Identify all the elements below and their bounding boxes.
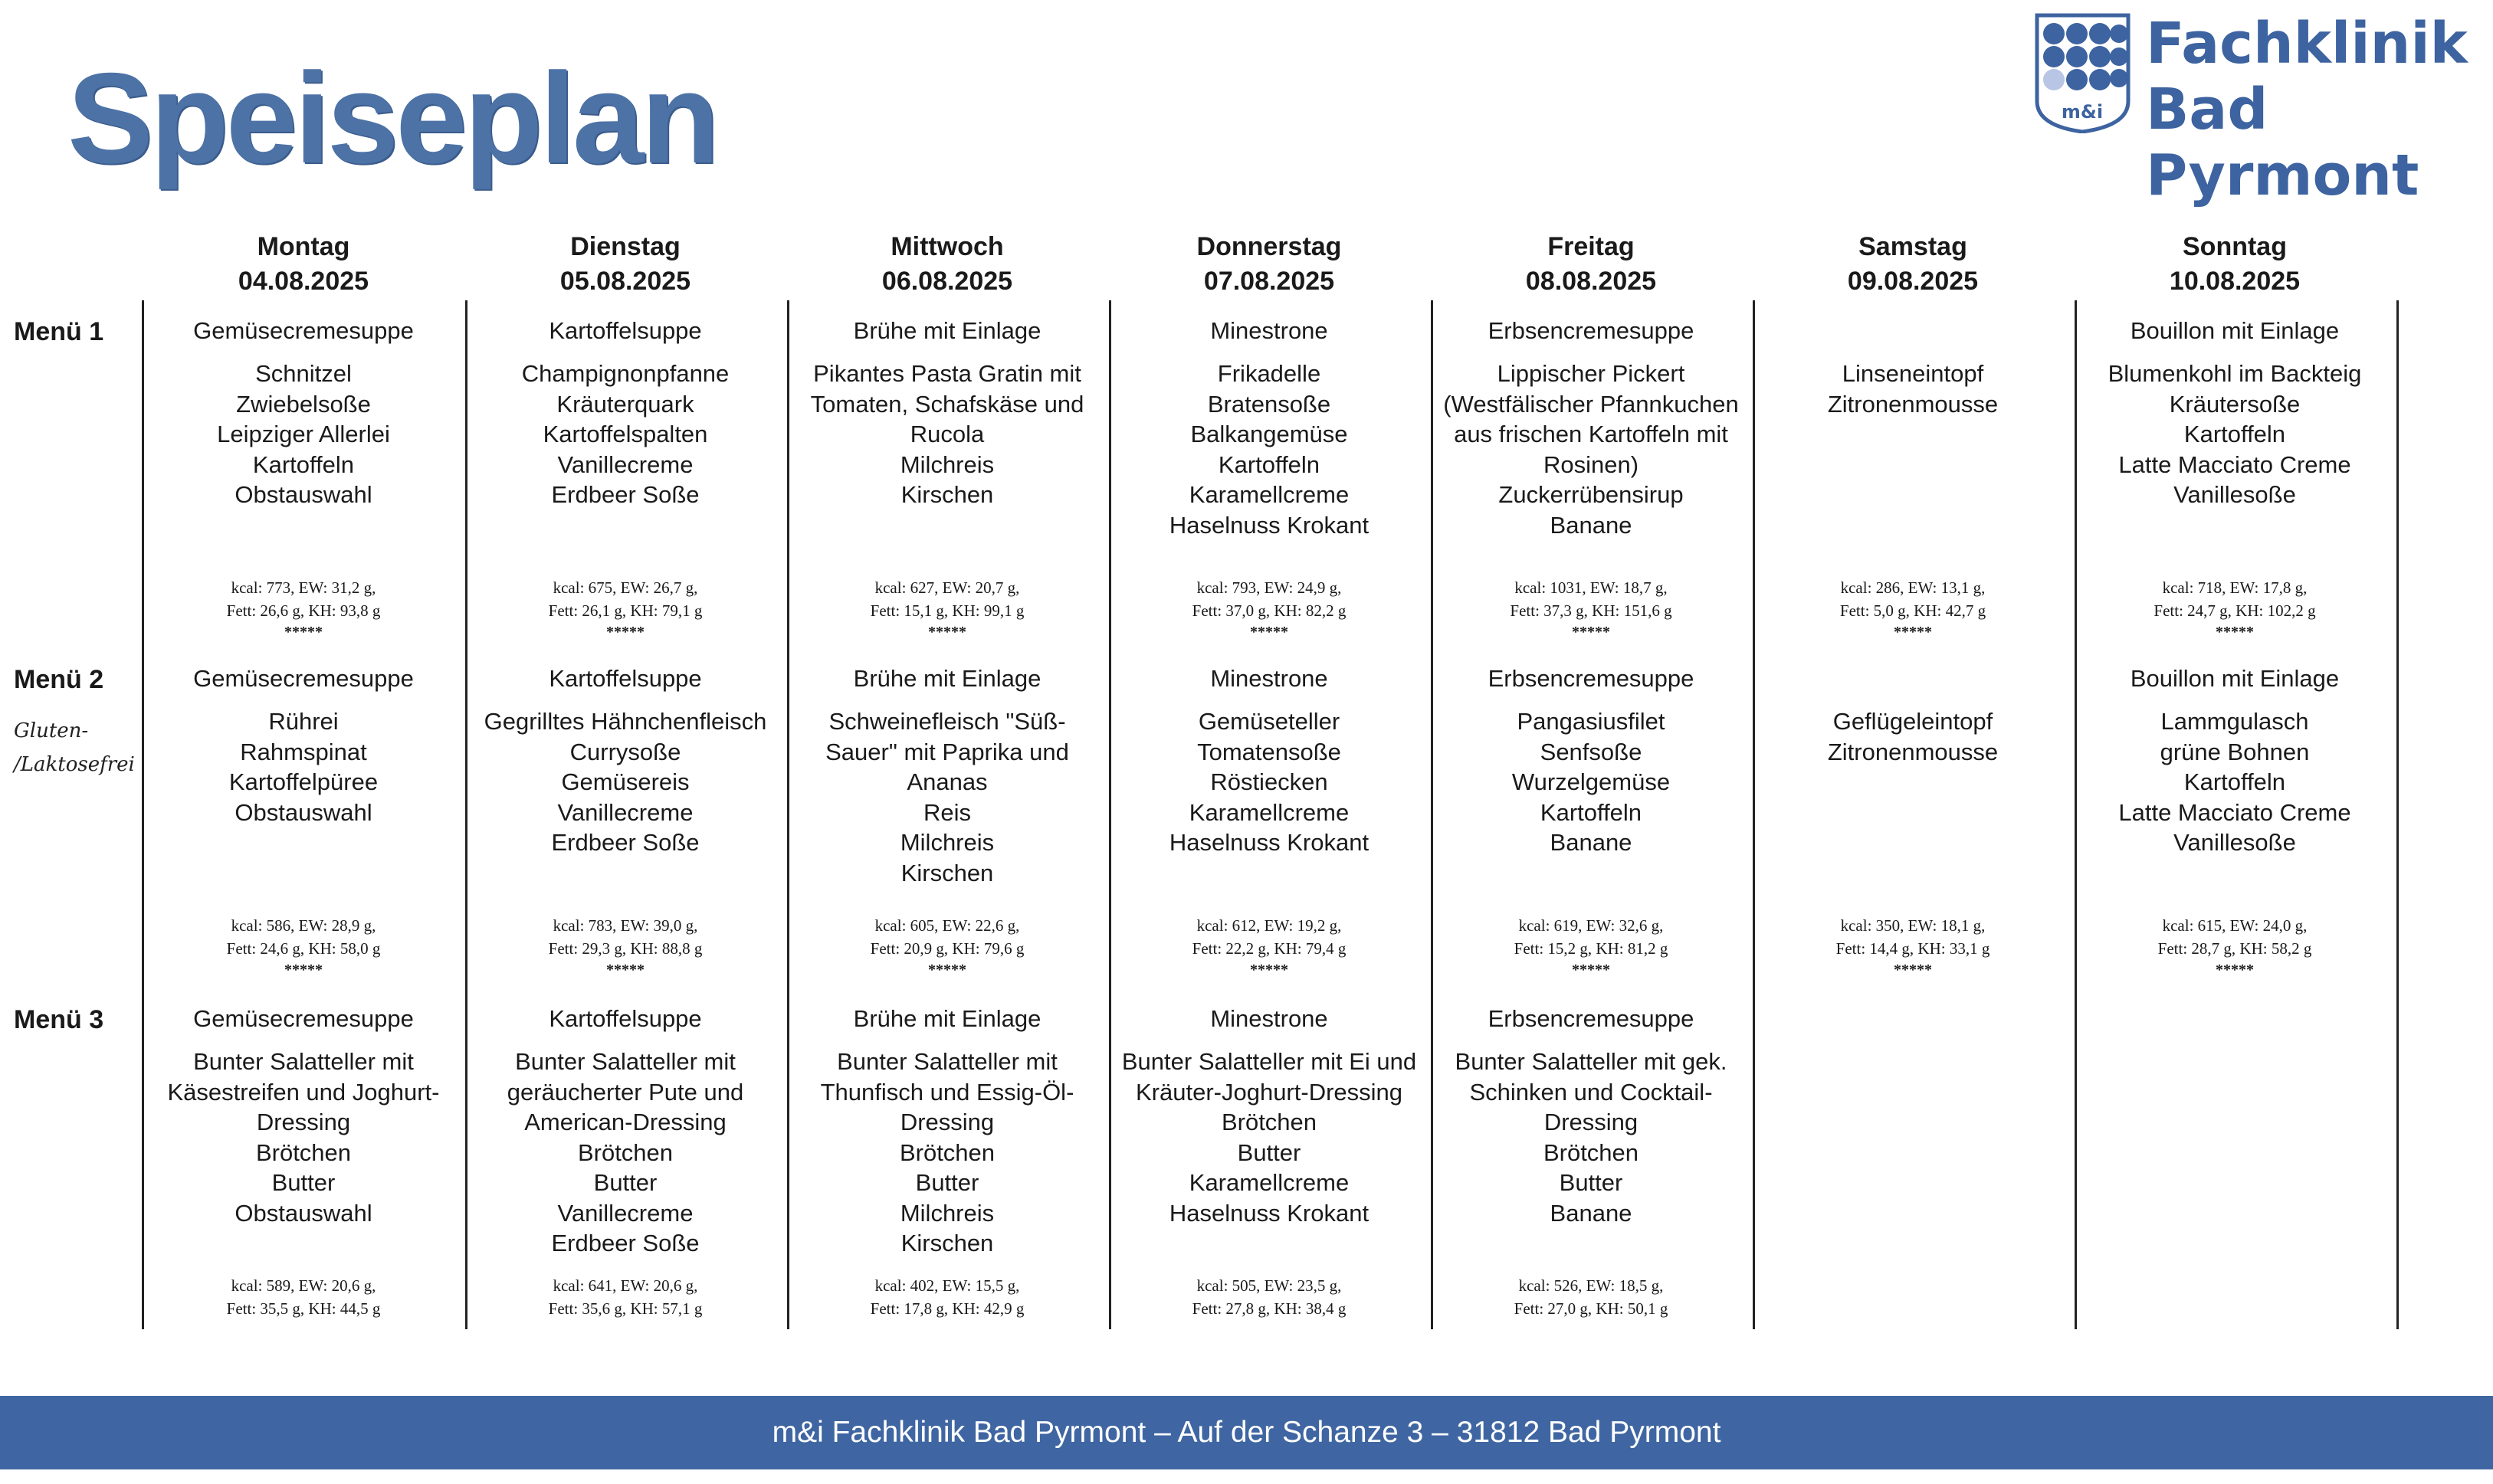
- menu-cell: [150, 1004, 457, 1228]
- soup-label: Brühe mit Einlage: [853, 665, 1041, 692]
- dish-item: Gegrilltes Hähnchenfleisch: [484, 708, 767, 735]
- dish-item: Kartoffeln: [2183, 768, 2286, 795]
- dish-item: Kräuterquark: [556, 390, 694, 418]
- dish-item: Kartoffelpüree: [228, 768, 379, 795]
- menu-cell: [1438, 316, 1744, 540]
- dish-item: Dressing: [1543, 1109, 1638, 1135]
- menu-cell: [150, 316, 457, 510]
- soup-label: Bouillon mit Einlage: [2130, 317, 2340, 344]
- nutrition-info: [1760, 914, 2066, 980]
- nutrition-info: [794, 914, 1101, 980]
- dish-item: Zitronenmousse: [1827, 390, 1999, 418]
- menu-cell: [794, 316, 1101, 510]
- day-name: Montag: [257, 232, 350, 261]
- dish-item: Latte Macciato Creme: [2118, 798, 2351, 826]
- dish-item: Gemüsereis: [561, 768, 690, 795]
- dish-list: [1760, 706, 2066, 767]
- dish-item: Brötchen: [577, 1138, 674, 1166]
- dish-list: [472, 706, 779, 858]
- dish-list: [1438, 1047, 1744, 1228]
- svg-text:m&i: m&i: [2061, 101, 2104, 123]
- dish-item: Wurzelgemüse: [1511, 768, 1671, 795]
- dish-list: [1760, 359, 2066, 419]
- soup-label: Minestrone: [1210, 317, 1328, 344]
- separator-stars: *****: [284, 961, 323, 978]
- nutrition-line: Fett: 37,3 g, KH: 151,6 g: [1510, 601, 1672, 620]
- nutrition-line: Fett: 24,7 g, KH: 102,2 g: [2153, 601, 2316, 620]
- nutrition-line: Fett: 26,6 g, KH: 93,8 g: [226, 601, 381, 620]
- nutrition-line: Fett: 29,3 g, KH: 88,8 g: [548, 939, 703, 958]
- nutrition-line: Fett: 14,4 g, KH: 33,1 g: [1835, 939, 1990, 958]
- nutrition-line: kcal: 350, EW: 18,1 g,: [1840, 916, 1986, 935]
- dish-item: Rosinen): [1543, 450, 1639, 478]
- nutrition-line: kcal: 1031, EW: 18,7 g,: [1514, 578, 1668, 597]
- dish-item: Kräuter-Joghurt-Dressing: [1135, 1078, 1403, 1106]
- dish-item: Kirschen: [900, 1230, 994, 1256]
- nutrition-line: Fett: 24,6 g, KH: 58,0 g: [226, 939, 381, 958]
- nutrition-info: [1116, 1274, 1422, 1320]
- nutrition-info: [1116, 576, 1422, 642]
- menu-cell: [472, 316, 779, 510]
- dish-item: Kräutersoße: [2169, 390, 2301, 418]
- dish-item: Lippischer Pickert: [1497, 360, 1685, 387]
- dish-item: Haselnuss Krokant: [1169, 511, 1370, 539]
- separator-stars: *****: [1250, 961, 1288, 978]
- dish-item: Linseneintopf: [1842, 360, 1984, 387]
- dish-item: Obstauswahl: [235, 1199, 372, 1227]
- dish-item: Schinken und Cocktail-: [1469, 1078, 1713, 1106]
- nutrition-info: [150, 914, 457, 980]
- menu-cell: [1116, 316, 1422, 540]
- nutrition-line: kcal: 526, EW: 18,5 g,: [1518, 1276, 1664, 1295]
- dish-item: Zuckerrübensirup: [1498, 481, 1684, 508]
- day-header: [158, 230, 449, 299]
- dish-item: Milchreis: [900, 829, 995, 856]
- column-divider: [787, 300, 789, 1329]
- dish-list: [472, 359, 779, 510]
- dish-item: Obstauswahl: [235, 798, 372, 826]
- nutrition-info: [1438, 914, 1744, 980]
- nutrition-info: [1438, 576, 1744, 642]
- dish-item: Balkangemüse: [1190, 421, 1348, 447]
- page-title: Speiseplan: [67, 46, 717, 190]
- dish-item: Milchreis: [900, 1199, 995, 1227]
- nutrition-line: kcal: 589, EW: 20,6 g,: [231, 1276, 376, 1295]
- separator-stars: *****: [2216, 624, 2254, 640]
- nutrition-line: Fett: 35,5 g, KH: 44,5 g: [226, 1299, 381, 1318]
- dish-item: Banane: [1550, 1199, 1632, 1227]
- dish-item: Latte Macciato Creme: [2118, 450, 2351, 478]
- dish-item: Tomaten, Schafskäse und: [810, 390, 1084, 418]
- separator-stars: *****: [2216, 961, 2254, 978]
- dish-item: Bunter Salatteller mit: [515, 1048, 736, 1075]
- diet-note: Gluten- /Laktosefrei: [14, 719, 135, 776]
- nutrition-line: Fett: 37,0 g, KH: 82,2 g: [1192, 601, 1347, 620]
- dish-item: Bunter Salatteller mit gek.: [1455, 1048, 1727, 1075]
- dish-item: Kirschen: [900, 859, 994, 886]
- separator-stars: *****: [1894, 624, 1932, 640]
- day-date: 07.08.2025: [1203, 267, 1335, 296]
- column-divider: [1431, 300, 1433, 1329]
- nutrition-info: [1760, 576, 2066, 642]
- dish-list: [472, 1047, 779, 1259]
- dish-item: (Westfälischer Pfannkuchen: [1443, 390, 1739, 418]
- nutrition-line: kcal: 675, EW: 26,7 g,: [553, 578, 698, 597]
- soup-label: Kartoffelsuppe: [549, 665, 702, 692]
- dish-item: Butter: [915, 1169, 979, 1196]
- nutrition-line: kcal: 718, EW: 17,8 g,: [2162, 578, 2308, 597]
- nutrition-info: [472, 914, 779, 980]
- dish-item: Bunter Salatteller mit Ei und: [1121, 1048, 1417, 1075]
- dish-item: grüne Bohnen: [2160, 738, 2310, 765]
- dish-item: Currysoße: [569, 738, 681, 765]
- soup-label: Erbsencremesuppe: [1488, 1005, 1694, 1032]
- soup-label: Minestrone: [1210, 1005, 1328, 1032]
- dish-item: Brötchen: [1543, 1138, 1639, 1166]
- nutrition-info: [2081, 914, 2388, 980]
- day-date: 05.08.2025: [559, 267, 691, 296]
- dish-item: Lammgulasch: [2160, 708, 2309, 735]
- nutrition-line: Fett: 27,0 g, KH: 50,1 g: [1514, 1299, 1668, 1318]
- day-header: [1767, 230, 2058, 299]
- logo-mark-icon: [2031, 11, 2134, 133]
- nutrition-line: Fett: 27,8 g, KH: 38,4 g: [1192, 1299, 1347, 1318]
- dish-item: Bunter Salatteller mit: [193, 1048, 414, 1075]
- dish-item: Gemüseteller: [1198, 708, 1340, 735]
- dish-item: Champignonpfanne: [521, 360, 730, 387]
- menu-cell: [794, 663, 1101, 888]
- soup-label: Erbsencremesuppe: [1488, 317, 1694, 344]
- dish-item: Schweinefleisch "Süß-: [828, 708, 1066, 735]
- soup-label: Gemüsecremesuppe: [193, 665, 414, 692]
- day-date: 04.08.2025: [238, 267, 369, 296]
- dish-item: Haselnuss Krokant: [1169, 1199, 1370, 1227]
- dish-list: [794, 359, 1101, 510]
- nutrition-line: Fett: 26,1 g, KH: 79,1 g: [548, 601, 703, 620]
- dish-list: [1116, 1047, 1422, 1228]
- nutrition-line: Fett: 28,7 g, KH: 58,2 g: [2157, 939, 2312, 958]
- dish-item: Karamellcreme: [1189, 798, 1350, 826]
- soup-label: Brühe mit Einlage: [853, 1005, 1041, 1032]
- nutrition-line: kcal: 605, EW: 22,6 g,: [874, 916, 1020, 935]
- dish-item: Röstiecken: [1210, 768, 1328, 795]
- dish-item: Vanillecreme: [557, 798, 694, 826]
- dish-item: Rucola: [910, 421, 985, 447]
- dish-item: Haselnuss Krokant: [1169, 829, 1370, 856]
- soup-label: Gemüsecremesuppe: [193, 317, 414, 344]
- dish-item: Kartoffeln: [252, 450, 355, 478]
- soup-label: Brühe mit Einlage: [853, 317, 1041, 344]
- menu-cell: [1760, 663, 2066, 767]
- dish-item: geräucherter Pute und: [507, 1078, 744, 1106]
- nutrition-info: [794, 576, 1101, 642]
- dish-item: Käsestreifen und Joghurt-: [167, 1078, 440, 1106]
- logo-line-1: Fachklinik: [2146, 11, 2468, 77]
- dish-item: Vanillesoße: [2173, 481, 2296, 508]
- soup-label: Kartoffelsuppe: [549, 317, 702, 344]
- menu-label: Menü 1: [14, 317, 104, 346]
- dish-list: [1116, 359, 1422, 540]
- dish-item: Vanillecreme: [557, 1199, 694, 1227]
- dish-item: Karamellcreme: [1189, 481, 1350, 508]
- dish-item: Butter: [593, 1169, 658, 1196]
- dish-list: [794, 1047, 1101, 1259]
- dish-item: Thunfisch und Essig-Öl-: [820, 1078, 1074, 1106]
- nutrition-line: kcal: 773, EW: 31,2 g,: [231, 578, 376, 597]
- menu-cell: [1760, 1004, 2066, 1047]
- soup-label: Kartoffelsuppe: [549, 1005, 702, 1032]
- clinic-logo: [2031, 11, 2468, 208]
- dish-item: Frikadelle: [1217, 360, 1321, 387]
- day-name: Freitag: [1547, 232, 1635, 261]
- dish-item: Karamellcreme: [1189, 1169, 1350, 1196]
- dish-list: [1438, 359, 1744, 540]
- dish-item: Zitronenmousse: [1827, 738, 1999, 765]
- dish-item: Banane: [1550, 829, 1632, 856]
- menu-cell: [794, 1004, 1101, 1259]
- menu-cell: [1438, 1004, 1744, 1228]
- dish-item: Rührei: [268, 708, 339, 735]
- dish-item: Pikantes Pasta Gratin mit: [813, 360, 1081, 387]
- dish-item: Geflügeleintopf: [1832, 708, 1993, 735]
- day-header: [480, 230, 771, 299]
- nutrition-line: kcal: 783, EW: 39,0 g,: [553, 916, 698, 935]
- day-name: Donnerstag: [1196, 232, 1342, 261]
- nutrition-info: [472, 576, 779, 642]
- day-name: Mittwoch: [891, 232, 1004, 261]
- nutrition-info: [150, 576, 457, 642]
- day-header: [802, 230, 1093, 299]
- nutrition-info: [1438, 1274, 1744, 1320]
- dish-list: [2081, 706, 2388, 858]
- nutrition-line: kcal: 505, EW: 23,5 g,: [1196, 1276, 1342, 1295]
- separator-stars: *****: [928, 961, 966, 978]
- dish-item: Kartoffeln: [1540, 798, 1642, 826]
- menu-cell: [2081, 316, 2388, 510]
- dish-item: Milchreis: [900, 450, 995, 478]
- dish-item: American-Dressing: [524, 1109, 727, 1135]
- nutrition-line: kcal: 793, EW: 24,9 g,: [1196, 578, 1342, 597]
- dish-item: Brötchen: [255, 1138, 352, 1166]
- day-date: 06.08.2025: [881, 267, 1013, 296]
- dish-item: Butter: [1237, 1138, 1301, 1166]
- dish-item: Bunter Salatteller mit: [837, 1048, 1058, 1075]
- nutrition-info: [794, 1274, 1101, 1320]
- dish-item: Kartoffelspalten: [543, 421, 708, 447]
- dish-item: Rahmspinat: [240, 738, 367, 765]
- menu-cell: [2081, 663, 2388, 858]
- menu-cell: [1760, 316, 2066, 419]
- dish-item: aus frischen Kartoffeln mit: [1454, 421, 1728, 447]
- menu-cell: [472, 1004, 779, 1259]
- menu-cell: [2081, 1004, 2388, 1047]
- dish-item: Leipziger Allerlei: [217, 421, 390, 447]
- dish-item: Brötchen: [899, 1138, 996, 1166]
- logo-line-2: Bad Pyrmont: [2146, 77, 2419, 208]
- separator-stars: *****: [928, 624, 966, 640]
- separator-stars: *****: [1250, 624, 1288, 640]
- soup-label: Minestrone: [1210, 665, 1328, 692]
- dish-list: [1438, 706, 1744, 858]
- dish-item: Kartoffeln: [2183, 421, 2286, 447]
- day-date: 09.08.2025: [1847, 267, 1979, 296]
- menu-cell: [1438, 663, 1744, 858]
- dish-item: Brötchen: [1221, 1109, 1317, 1135]
- dish-item: Butter: [1559, 1169, 1623, 1196]
- dish-item: Kartoffeln: [1218, 450, 1320, 478]
- dish-item: Dressing: [256, 1109, 351, 1135]
- dish-list: [150, 359, 457, 510]
- menu-cell: [472, 663, 779, 858]
- dish-item: Tomatensoße: [1197, 738, 1341, 765]
- day-header: [2089, 230, 2380, 299]
- nutrition-line: kcal: 627, EW: 20,7 g,: [874, 578, 1020, 597]
- soup-label: Bouillon mit Einlage: [2130, 665, 2340, 692]
- dish-item: Bratensoße: [1207, 390, 1331, 418]
- nutrition-line: Fett: 15,1 g, KH: 99,1 g: [870, 601, 1025, 620]
- separator-stars: *****: [1572, 961, 1610, 978]
- column-divider: [1753, 300, 1755, 1329]
- column-divider: [142, 300, 144, 1329]
- dish-item: Banane: [1550, 511, 1632, 539]
- dish-item: Ananas: [907, 768, 988, 795]
- dish-item: Senfsoße: [1540, 738, 1642, 765]
- day-name: Samstag: [1858, 232, 1967, 261]
- day-header: [1123, 230, 1415, 299]
- day-header: [1445, 230, 1737, 299]
- nutrition-line: Fett: 17,8 g, KH: 42,9 g: [870, 1299, 1025, 1318]
- dish-item: Zwiebelsoße: [236, 390, 371, 418]
- column-divider: [465, 300, 467, 1329]
- separator-stars: *****: [1572, 624, 1610, 640]
- menu-cell: [150, 663, 457, 827]
- separator-stars: *****: [1894, 961, 1932, 978]
- dish-item: Erdbeer Soße: [551, 1230, 700, 1256]
- menu-label: Menü 2: [14, 665, 104, 694]
- dish-item: Reis: [923, 798, 971, 826]
- separator-stars: *****: [606, 624, 645, 640]
- nutrition-line: Fett: 20,9 g, KH: 79,6 g: [870, 939, 1025, 958]
- dish-item: Obstauswahl: [235, 481, 372, 508]
- footer-address: m&i Fachklinik Bad Pyrmont – Auf der Schanze 3 – 31812 Bad Pyrmont: [0, 1396, 2493, 1469]
- day-date: 08.08.2025: [1525, 267, 1657, 296]
- nutrition-line: kcal: 286, EW: 13,1 g,: [1840, 578, 1986, 597]
- dish-item: Kirschen: [900, 481, 994, 508]
- soup-label: [1760, 1004, 2066, 1047]
- soup-label: Gemüsecremesuppe: [193, 1005, 414, 1032]
- dish-item: Butter: [271, 1169, 336, 1196]
- soup-label: [1760, 316, 2066, 359]
- dish-item: Sauer" mit Paprika und: [825, 738, 1069, 765]
- dish-list: [150, 1047, 457, 1228]
- nutrition-line: Fett: 5,0 g, KH: 42,7 g: [1839, 601, 1986, 620]
- nutrition-line: Fett: 15,2 g, KH: 81,2 g: [1514, 939, 1668, 958]
- nutrition-line: kcal: 586, EW: 28,9 g,: [231, 916, 376, 935]
- column-divider: [1109, 300, 1111, 1329]
- dish-item: Pangasiusfilet: [1517, 708, 1665, 735]
- nutrition-line: Fett: 35,6 g, KH: 57,1 g: [548, 1299, 703, 1318]
- nutrition-info: [2081, 576, 2388, 642]
- menu-cell: [1116, 1004, 1422, 1228]
- dish-item: Vanillecreme: [557, 450, 694, 478]
- soup-label: Erbsencremesuppe: [1488, 665, 1694, 692]
- nutrition-line: kcal: 641, EW: 20,6 g,: [553, 1276, 698, 1295]
- separator-stars: *****: [606, 961, 645, 978]
- nutrition-info: [1116, 914, 1422, 980]
- soup-label: [1760, 663, 2066, 706]
- nutrition-line: Fett: 22,2 g, KH: 79,4 g: [1192, 939, 1347, 958]
- dish-item: Erdbeer Soße: [551, 481, 700, 508]
- dish-item: Erdbeer Soße: [551, 829, 700, 856]
- dish-list: [794, 706, 1101, 888]
- nutrition-line: kcal: 612, EW: 19,2 g,: [1196, 916, 1342, 935]
- nutrition-info: [472, 1274, 779, 1320]
- dish-item: Dressing: [900, 1109, 995, 1135]
- column-divider: [2396, 300, 2399, 1329]
- soup-label: [2081, 1004, 2388, 1047]
- separator-stars: *****: [284, 624, 323, 640]
- day-name: Dienstag: [570, 232, 681, 261]
- dish-item: Blumenkohl im Backteig: [2108, 360, 2362, 387]
- dish-list: [1116, 706, 1422, 858]
- nutrition-line: kcal: 619, EW: 32,6 g,: [1518, 916, 1664, 935]
- day-name: Sonntag: [2183, 232, 2287, 261]
- menu-cell: [1116, 663, 1422, 858]
- dish-item: Vanillesoße: [2173, 829, 2296, 856]
- menu-label: Menü 3: [14, 1005, 104, 1034]
- dish-list: [2081, 359, 2388, 510]
- nutrition-info: [150, 1274, 457, 1320]
- column-divider: [2075, 300, 2077, 1329]
- dish-list: [150, 706, 457, 827]
- dish-item: Schnitzel: [255, 360, 352, 387]
- nutrition-line: kcal: 615, EW: 24,0 g,: [2162, 916, 2308, 935]
- nutrition-line: kcal: 402, EW: 15,5 g,: [874, 1276, 1020, 1295]
- day-date: 10.08.2025: [2169, 267, 2301, 296]
